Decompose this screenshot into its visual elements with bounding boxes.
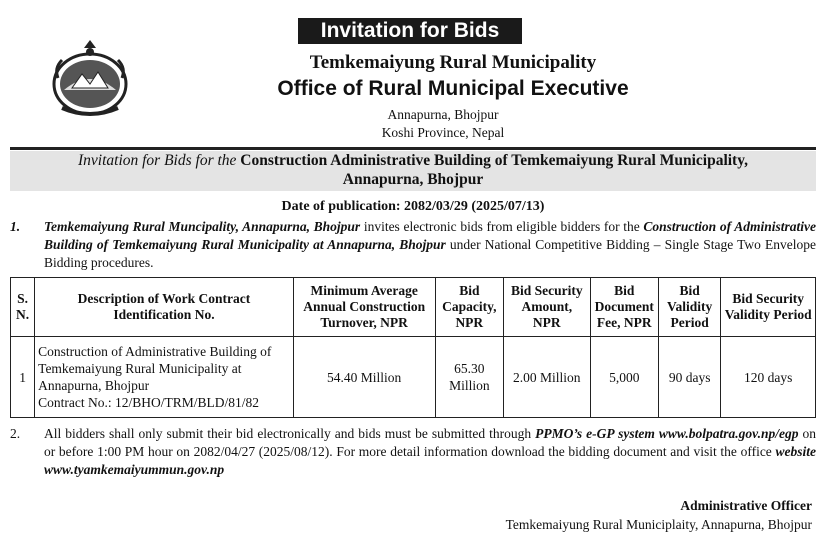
- banner-title: Invitation for Bids: [298, 18, 522, 44]
- office-website-link[interactable]: website www.tyamkemaiyummun.gov.np: [44, 444, 816, 477]
- paragraph-2: [10, 425, 816, 479]
- paragraph-1-mid: invites electronic bids from eligible bidders for the: [360, 219, 644, 234]
- paragraph-1: [10, 218, 816, 272]
- header-description: Description of Work Contract Identification No.: [35, 278, 294, 337]
- bid-table: [10, 277, 816, 418]
- header-sn: S. N.: [11, 278, 35, 337]
- subject-title-line1: Construction Administrative Building of Temkemaiyung Rural Municipality,: [240, 152, 748, 169]
- paragraph-2-number: 2.: [10, 426, 21, 441]
- cell-sn: 1: [11, 337, 35, 418]
- paragraph-2-text-a: All bidders shall only submit their bid electronically and bids must be submitted through: [44, 426, 536, 441]
- cell-validity: 90 days: [658, 337, 720, 418]
- table-header-row: [11, 278, 816, 337]
- municipality-name: Temkemaiyung Rural Municipality: [309, 52, 597, 73]
- table-row: [11, 337, 816, 418]
- header-capacity: Bid Capacity, NPR: [435, 278, 503, 337]
- contract-number: Contract No.: 12/BHO/TRM/BLD/81/82: [38, 395, 260, 410]
- work-name: Construction of Administrative Building of Temkemaiyung Rural Municipality at Annapurna, Bhojpur: [44, 219, 816, 252]
- address: [0, 106, 826, 142]
- work-description: Construction of Administrative Building of Temkemaiyung Rural Municipality at Annapurna, Bhojpur: [38, 344, 272, 393]
- publication-date: Date of publication: 2082/03/29 (2025/07/13): [281, 199, 545, 214]
- subject-title-line2: Annapurna, Bhojpur: [342, 171, 484, 188]
- header-security-validity: Bid Security Validity Period: [721, 278, 816, 337]
- header-doc-fee: Bid Document Fee, NPR: [590, 278, 658, 337]
- egp-system-link[interactable]: PPMO’s e-GP system www.bolpatra.gov.np/egp: [535, 426, 799, 441]
- subject-bar: [10, 151, 816, 191]
- paragraph-1-number: 1.: [10, 219, 21, 234]
- paragraph-2-text-b: on or before 1:00 PM hour on 2082/04/27 (2025/08/12). For more detail information download the bidding document and visit the office: [44, 426, 816, 459]
- paragraph-1-end: under National Competitive Bidding – Single Stage Two Envelope Bidding procedures.: [44, 237, 816, 270]
- divider: [10, 147, 816, 150]
- subject-prefix: Invitation for Bids for the: [77, 152, 241, 169]
- office-name: Office of Rural Municipal Executive: [277, 77, 629, 100]
- cell-description: [35, 337, 294, 418]
- cell-capacity: 65.30 Million: [435, 337, 503, 418]
- cell-doc-fee: 5,000: [590, 337, 658, 418]
- signatory-title: Administrative Officer: [680, 498, 812, 513]
- header-validity: Bid Validity Period: [658, 278, 720, 337]
- signatory-org: Temkemaiyung Rural Municiplaity, Annapurna, Bhojpur: [505, 517, 812, 532]
- cell-security: 2.00 Million: [504, 337, 591, 418]
- header-turnover: Minimum Average Annual Construction Turnover, NPR: [293, 278, 435, 337]
- cell-turnover: 54.40 Million: [293, 337, 435, 418]
- signature-block: [506, 496, 812, 534]
- cell-security-validity: 120 days: [721, 337, 816, 418]
- bidder-name: Temkemaiyung Rural Muncipality, Annapurna, Bhojpur: [44, 219, 361, 234]
- address-line-1: Annapurna, Bhojpur: [387, 107, 499, 122]
- header-security: Bid Security Amount, NPR: [504, 278, 591, 337]
- address-line-2: Koshi Province, Nepal: [381, 125, 505, 140]
